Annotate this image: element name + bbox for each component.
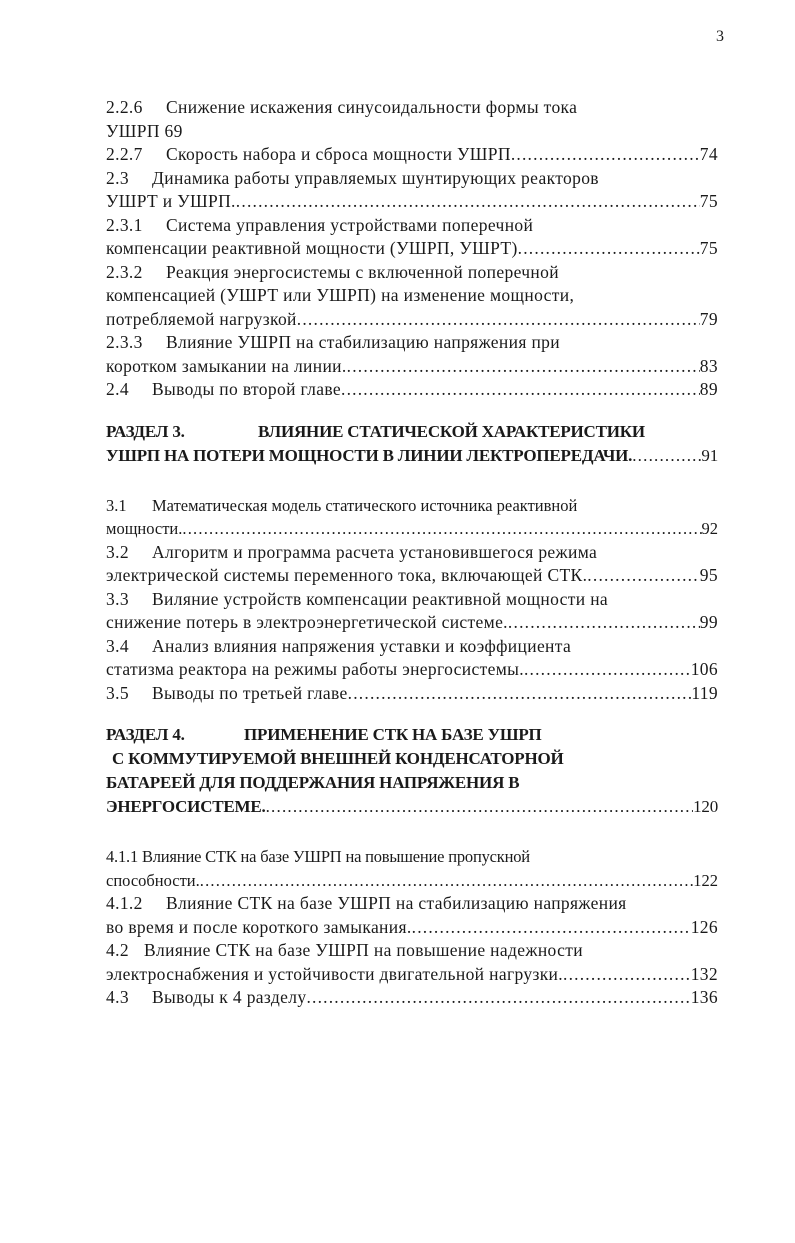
toc-page-number: 126 xyxy=(690,916,718,937)
toc-entry-3-4-cont xyxy=(106,658,718,682)
section-title-cont: С КОММУТИРУЕМОЙ ВНЕШНЕЙ КОНДЕНСАТОРНОЙ xyxy=(112,749,564,768)
toc-page-number: 136 xyxy=(690,987,718,1007)
toc-entry-number: 4.1.2 xyxy=(106,893,143,913)
section-4-heading-cont xyxy=(106,747,718,771)
toc-entry-title-cont: во время и после короткого замыкания. xyxy=(106,916,412,937)
toc-entry-4-1-1-cont xyxy=(106,869,718,893)
toc-entry-title-cont: УШРП 69 xyxy=(106,120,183,141)
toc-entry-2-3-1-cont xyxy=(106,237,718,261)
section-label: РАЗДЕЛ 4. xyxy=(106,725,185,744)
toc-entry-title-cont: статизма реактора на режимы работы энергосистемы. xyxy=(106,659,524,679)
toc-entry-title: Скорость набора и сброса мощности УШРП xyxy=(166,144,511,164)
toc-entry-title: Выводы к 4 разделу xyxy=(152,987,307,1007)
toc-entry-title: Алгоритм и программа расчета установившегося режима xyxy=(152,541,598,562)
toc-entry-2-3-2-cont xyxy=(106,284,718,308)
toc-entry-title: Влияние УШРП на стабилизацию напряжения при xyxy=(166,332,560,352)
toc-entry-2-2-6-cont xyxy=(106,120,718,144)
toc-page-number: 92 xyxy=(701,519,718,538)
section-title-cont: ЭНЕРГОСИСТЕМЕ. xyxy=(106,797,266,816)
toc-entry-number: 2.3.1 xyxy=(106,214,143,235)
toc-entry-number: 4.3 xyxy=(106,987,129,1007)
dot-leader xyxy=(182,517,701,541)
toc-entry-2-3-1[interactable] xyxy=(106,214,718,238)
toc-entry-3-2-cont xyxy=(106,564,718,588)
section-4-heading[interactable] xyxy=(106,723,718,747)
toc-entry-4-2-cont xyxy=(106,963,718,987)
toc-entry-title: Влияние СТК на базе УШРП на повышение пропускной xyxy=(141,847,530,866)
toc-page-number: 95 xyxy=(699,565,718,585)
dot-leader xyxy=(511,143,700,167)
toc-entry-title: Динамика работы управляемых шунтирующих реакторов xyxy=(152,167,599,188)
section-3-heading[interactable] xyxy=(106,420,718,444)
section-title-cont: БАТАРЕЕЙ ДЛЯ ПОДДЕРЖАНИЯ НАПРЯЖЕНИЯ В xyxy=(106,773,520,792)
toc-entry-number: 3.1 xyxy=(106,495,127,515)
toc-page-number: 75 xyxy=(699,191,718,211)
toc-entry-2-3-3[interactable] xyxy=(106,331,718,355)
toc-entry-number: 3.3 xyxy=(106,588,129,609)
dot-leader xyxy=(306,986,690,1010)
toc-page-number: 79 xyxy=(699,308,718,329)
dot-leader xyxy=(347,355,700,379)
toc-page-number: 75 xyxy=(699,238,718,258)
table-of-contents xyxy=(106,96,718,1010)
toc-page-number: 132 xyxy=(690,963,718,984)
toc-entry-title: Виляние устройств компенсации реактивной мощности на xyxy=(152,588,609,609)
toc-entry-title: Анализ влияния напряжения уставки и коэффициента xyxy=(152,635,572,656)
toc-entry-title-cont: снижение потерь в электроэнергетической системе. xyxy=(106,612,508,632)
toc-entry-title-cont: коротком замыкании на линии. xyxy=(106,355,347,376)
section-4-heading-cont3 xyxy=(106,795,718,819)
toc-entry-title-cont: потребляемой нагрузкой xyxy=(106,308,297,329)
section-title: ВЛИЯНИЕ СТАТИЧЕСКОЙ ХАРАКТЕРИСТИКИ xyxy=(258,421,645,441)
toc-entry-2-2-7[interactable] xyxy=(106,143,718,167)
dot-leader xyxy=(412,916,691,940)
toc-page-number: 120 xyxy=(693,797,718,816)
toc-entry-4-1-1[interactable] xyxy=(106,845,718,869)
toc-entry-title: Реакция энергосистемы с включенной поперечной xyxy=(166,261,559,282)
toc-page-number: 89 xyxy=(699,379,718,399)
page-number: 3 xyxy=(716,28,724,45)
dot-leader xyxy=(587,564,700,588)
toc-page-number: 91 xyxy=(701,445,718,465)
toc-entry-number: 4.1.1 xyxy=(106,847,139,866)
toc-entry-title-cont: мощности. xyxy=(106,519,183,538)
toc-entry-4-3[interactable] xyxy=(106,986,718,1010)
toc-entry-4-2[interactable] xyxy=(106,939,718,963)
section-label: РАЗДЕЛ 3. xyxy=(106,421,185,441)
toc-entry-number: 2.3 xyxy=(106,167,129,188)
toc-entry-number: 2.3.3 xyxy=(106,332,143,352)
toc-entry-2-3-2-cont2 xyxy=(106,308,718,332)
dot-leader xyxy=(508,611,700,635)
section-title-cont: УШРП НА ПОТЕРИ МОЩНОСТИ В ЛИНИИ ЛЕКТРОПЕРЕДАЧИ. xyxy=(106,445,633,465)
toc-entry-2-4[interactable] xyxy=(106,378,718,402)
toc-entry-2-3-cont xyxy=(106,190,718,214)
toc-entry-number: 3.2 xyxy=(106,541,129,562)
toc-entry-3-4[interactable] xyxy=(106,635,718,659)
dot-leader xyxy=(266,795,694,819)
toc-entry-2-2-6[interactable] xyxy=(106,96,718,120)
toc-entry-2-3-2[interactable] xyxy=(106,261,718,285)
toc-entry-2-3-3-cont xyxy=(106,355,718,379)
toc-entry-number: 3.4 xyxy=(106,635,129,656)
toc-entry-2-3[interactable] xyxy=(106,167,718,191)
toc-entry-3-1[interactable] xyxy=(106,494,718,518)
toc-entry-number: 2.2.7 xyxy=(106,144,143,164)
toc-entry-title: Система управления устройствами поперечной xyxy=(166,214,534,235)
section-4-heading-cont2 xyxy=(106,771,718,795)
dot-leader xyxy=(518,237,700,261)
toc-entry-3-5[interactable] xyxy=(106,682,718,706)
toc-page-number: 83 xyxy=(699,355,718,376)
toc-page-number: 119 xyxy=(691,682,718,703)
dot-leader xyxy=(297,308,700,332)
dot-leader xyxy=(348,682,692,706)
toc-entry-title-cont: УШРТ и УШРП. xyxy=(106,191,236,211)
toc-entry-4-1-2[interactable] xyxy=(106,892,718,916)
toc-page-number: 99 xyxy=(699,612,718,632)
toc-entry-title: Влияние СТК на базе УШРП на повышение надежности xyxy=(144,940,583,960)
dot-leader xyxy=(341,378,700,402)
toc-entry-3-1-cont xyxy=(106,517,718,541)
toc-entry-number: 4.2 xyxy=(106,940,129,960)
toc-entry-title: Выводы по второй главе xyxy=(152,379,341,399)
toc-entry-3-3[interactable] xyxy=(106,588,718,612)
toc-page-number: 122 xyxy=(693,870,718,890)
dot-leader xyxy=(524,658,691,682)
section-3-heading-cont xyxy=(106,444,718,468)
dot-leader xyxy=(563,963,691,987)
toc-entry-title-cont: способности. xyxy=(106,870,200,890)
toc-entry-title-cont: компенсации реактивной мощности (УШРП, УШРТ) xyxy=(106,238,518,258)
toc-entry-title-cont: компенсацией (УШРТ или УШРП) на изменение мощности, xyxy=(106,285,575,305)
toc-entry-number: 2.4 xyxy=(106,379,129,399)
toc-entry-3-2[interactable] xyxy=(106,541,718,565)
toc-entry-title: Математическая модель статического источника реактивной xyxy=(152,495,578,515)
section-title: ПРИМЕНЕНИЕ СТК НА БАЗЕ УШРП xyxy=(244,725,542,744)
toc-entry-3-3-cont xyxy=(106,611,718,635)
toc-entry-title-cont: электроснабжения и устойчивости двигательной нагрузки. xyxy=(106,963,563,984)
toc-entry-title-cont: электрической системы переменного тока, включающей СТК. xyxy=(106,565,588,585)
toc-entry-4-1-2-cont xyxy=(106,916,718,940)
toc-entry-number: 3.5 xyxy=(106,682,129,703)
dot-leader xyxy=(236,190,700,214)
dot-leader xyxy=(632,444,701,468)
toc-entry-number: 2.2.6 xyxy=(106,97,143,117)
toc-entry-title: Снижение искажения синусоидальности формы тока xyxy=(166,97,578,117)
toc-entry-number: 2.3.2 xyxy=(106,261,143,282)
toc-page-number: 74 xyxy=(699,144,718,164)
toc-entry-title: Влияние СТК на базе УШРП на стабилизацию напряжения xyxy=(166,893,627,913)
toc-page-number: 106 xyxy=(690,659,718,679)
toc-entry-title: Выводы по третьей главе xyxy=(152,682,348,703)
dot-leader xyxy=(200,869,693,893)
